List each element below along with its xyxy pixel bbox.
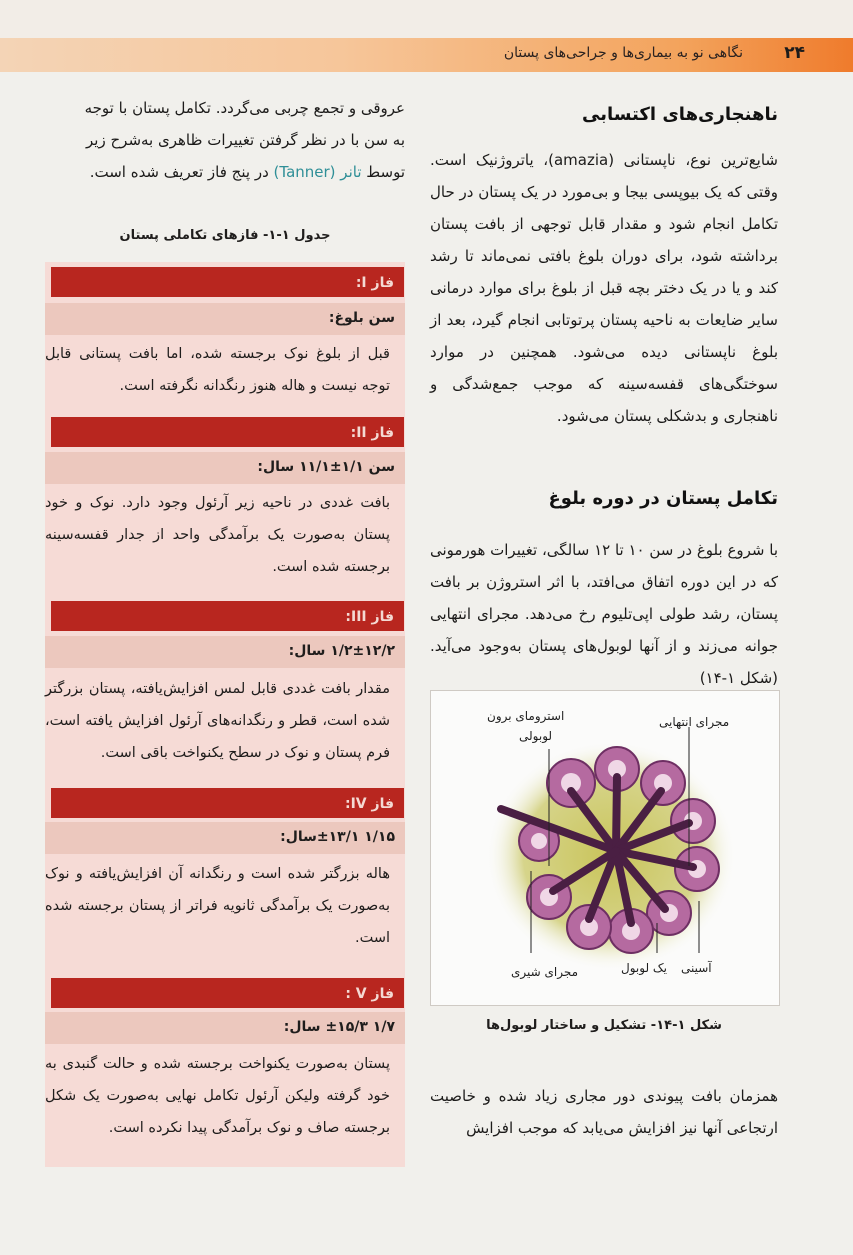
intro-line-1: عروقی و تجمع چربی می‌گردد. تکامل پستان با توجه [84,99,405,117]
phase-header: فاز I: [51,267,404,297]
label-stroma-line1: استرومای برون [487,709,565,723]
para-connective: همزمان بافت پیوندی دور مجاری زیاد شده و خاصیت ارتجاعی آنها نیز افزایش می‌یابد که موجب افزایش [430,1087,778,1137]
label-milk-duct: مجرای شیری [511,965,579,979]
para-acquired: شایع‌ترین نوع، ناپستانی (amazia)، یاتروژنیک است. وقتی که یک بیوپسی بیجا و بی‌مورد در یک پستان در حال تکامل انجام شود و مقدار قابل توجهی از بافت پستان برداشته شود، برای دوران بلوغ بافتی نمی‌ماند تا رشد کند و یا در یک دختر بچه قبل از بلوغ برای موارد درمانی سایر ضایعات به ناحیه پستان پرتوتابی انجام گیرد، بعد از بلوغ ناپستانی دیده می‌شود. همچنین در موارد سوختگی‌های قفسه‌سینه که موجب جمع‌شدگی و ناهنجاری و بدشکلی پستان می‌شود. [430,151,778,425]
phase-age: ۱/۲±۱۲/۲ سال: [45,636,405,668]
figure-lobule [430,690,780,1006]
tanner-term: تانر (Tanner) [273,163,362,181]
label-terminal-duct: مجرای انتهایی [659,715,730,729]
phase-header: فاز II: [51,417,404,447]
heading-acquired-anomalies: ناهنجاری‌های اکتسابی [582,104,778,125]
label-stroma-line2: لوبولی [519,729,553,743]
para-puberty: با شروع بلوغ در سن ۱۰ تا ۱۲ سالگی، تغییرات هورمونی که در این دوره اتفاق می‌افتد، با اثر استروژن بر بافت پستان، رشد طولی اپی‌تلیوم رخ می‌دهد. مجرای انتهایی جوانه می‌زند و از آنها لوبول‌های پستان به‌وجود می‌آید. (شکل ۱-۱۴) [430,541,779,687]
intro-post: در پنج فاز تعریف شده است. [89,163,274,181]
phase-age: سن ۱/۱±۱۱/۱ سال: [45,452,405,484]
label-lobule: یک لوبول [621,961,668,975]
phase-age: سن بلوغ: [45,303,405,335]
phase-age: ۱/۱۵ ±۱۳/۱سال: [45,822,405,854]
left-intro [45,92,405,188]
phase-header: فاز IV: [51,788,404,818]
phase-description: بافت غددی در ناحیه زیر آرئول وجود دارد. نوک و خود پستان به‌صورت یک برآمدگی واحد از جدار قفسه‌سینه برجسته شده است. [45,495,390,575]
phase-description: مقدار بافت غددی قابل لمس افزایش‌یافته، پستان بزرگتر شده است، قطر و رنگدانه‌های آرئول افزایش یافته است، فرم پستان و نوک در سطح یکنواخت باقی است. [45,681,390,761]
phase-description: پستان به‌صورت یکنواخت برجسته شده و حالت گنبدی به خود گرفته ولیکن آرئول تکامل نهایی به‌صورت یک شکل برجسته صاف و نوک برآمدگی پیدا نکرده است. [45,1056,390,1136]
intro-line-3 [45,156,405,188]
phase-description: هاله بزرگتر شده است و رنگدانه آن افزایش‌یافته و نوک به‌صورت یک برآمدگی ثانویه فراتر از پستان برجسته شده است. [45,866,390,946]
figure-caption: شکل ۱-۱۴- تشکیل و ساختار لوبول‌ها [486,1018,722,1033]
lobule-illustration [431,691,779,1005]
heading-puberty-development: تکامل پستان در دوره بلوغ [548,488,778,509]
label-acini: آسینی [681,961,712,975]
phase-header: فاز III: [51,601,404,631]
phase-age: ۱/۷ ±۱۵/۳ سال: [45,1012,405,1044]
phase-header: فاز V : [51,978,404,1008]
running-title: نگاهی نو به بیماری‌ها و جراحی‌های پستان [503,45,743,61]
table-caption: جدول ۱-۱- فازهای تکاملی پستان [119,228,331,243]
intro-pre: توسط [361,163,405,181]
intro-line-2: به سن با در نظر گرفتن تغییرات ظاهری به‌شرح زیر [86,131,405,149]
phase-description: قبل از بلوغ نوک برجسته شده، اما بافت پستانی قابل توجه نیست و هاله هنوز رنگدانه نگرفته است. [45,346,390,394]
page-number: ۲۴ [784,43,805,63]
